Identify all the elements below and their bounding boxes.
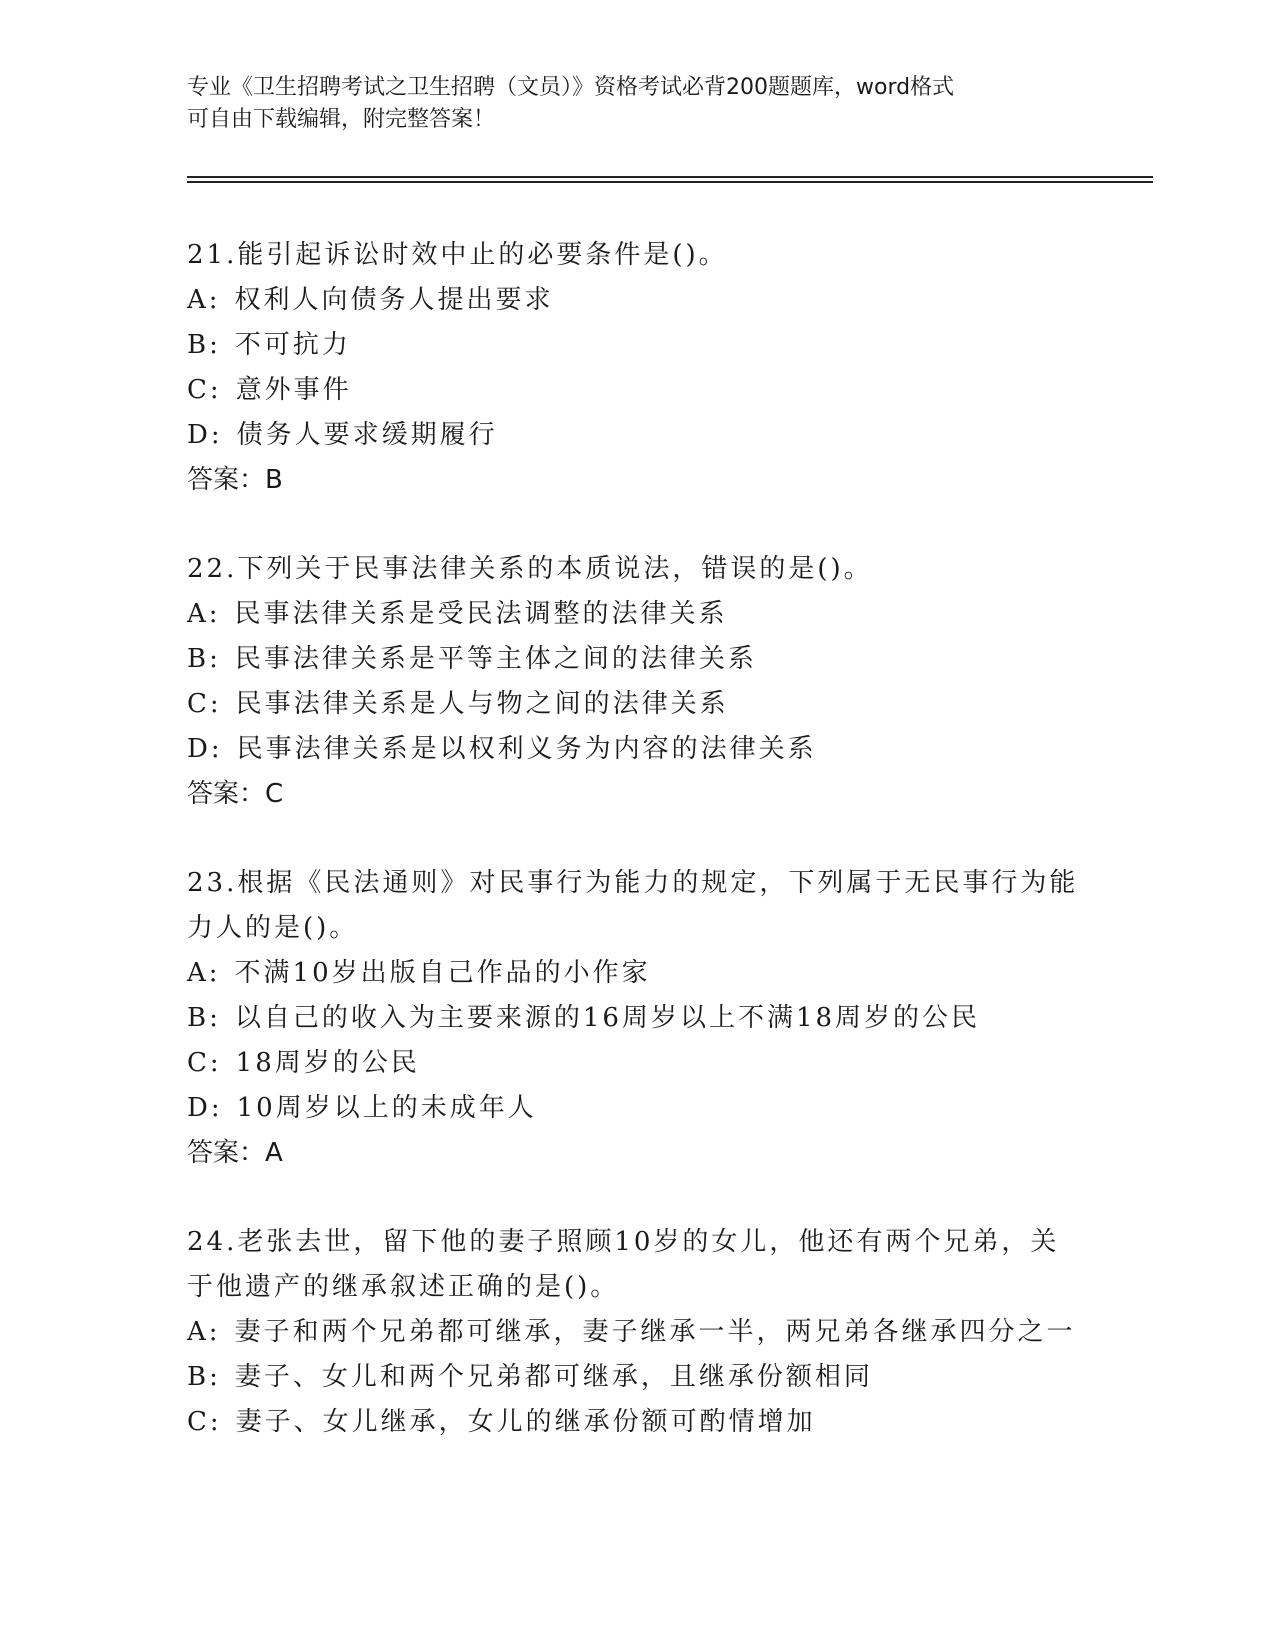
option-a <box>187 592 1087 637</box>
option-text: 民事法律关系是受民法调整的法律关系 <box>234 599 728 629</box>
question-21 <box>187 233 1087 503</box>
option-letter: A: <box>187 599 221 629</box>
answer-label: 答案：A <box>187 1138 283 1168</box>
option-text: 民事法律关系是人与物之间的法律关系 <box>235 689 729 719</box>
question-stem-line-1: 23.根据《民法通则》对民事行为能力的规定，下列属于无民事行为能 <box>187 868 1079 898</box>
option-text: 民事法律关系是以权利义务为内容的法律关系 <box>236 734 817 764</box>
header-divider-bottom <box>187 181 1153 183</box>
option-letter: B: <box>187 1003 221 1033</box>
option-text: 权利人向债务人提出要求 <box>234 285 554 315</box>
question-stem: 21.能引起诉讼时效中止的必要条件是()。 <box>187 240 728 270</box>
question-stem-line-1: 24.老张去世，留下他的妻子照顾10岁的女儿，他还有两个兄弟，关 <box>187 1227 1060 1257</box>
option-text: 妻子、女儿继承，女儿的继承份额可酌情增加 <box>235 1407 816 1437</box>
answer-label: 答案：C <box>187 779 284 809</box>
option-letter: B: <box>187 330 221 360</box>
option-text: 债务人要求缓期履行 <box>236 420 498 450</box>
question-24 <box>187 1220 1087 1445</box>
option-d <box>187 727 1087 772</box>
option-b <box>187 637 1087 682</box>
option-a <box>187 1310 1087 1355</box>
header-divider-top <box>187 176 1153 178</box>
option-text: 18周岁的公民 <box>235 1048 420 1078</box>
option-b <box>187 323 1087 368</box>
option-d <box>187 1086 1087 1131</box>
question-23 <box>187 861 1087 1176</box>
option-letter: C: <box>187 689 222 719</box>
question-stem-line-2: 力人的是()。 <box>187 913 359 943</box>
option-letter: A: <box>187 958 221 988</box>
header-title-line-1: 专业《卫生招聘考试之卫生招聘（文员）》资格考试必背200题题库，word格式 <box>187 75 955 100</box>
question-22 <box>187 547 1087 817</box>
option-text: 以自己的收入为主要来源的16周岁以上不满18周岁的公民 <box>234 1003 981 1033</box>
option-text: 民事法律关系是平等主体之间的法律关系 <box>234 644 757 674</box>
question-stem-line-2: 于他遗产的继承叙述正确的是()。 <box>187 1272 620 1302</box>
option-letter: C: <box>187 1407 222 1437</box>
option-c <box>187 1400 1087 1445</box>
option-b <box>187 996 1087 1041</box>
option-letter: C: <box>187 375 222 405</box>
option-letter: D: <box>187 734 223 764</box>
header-title-line-2: 可自由下载编辑，附完整答案！ <box>187 107 496 132</box>
option-text: 意外事件 <box>235 375 352 405</box>
option-c <box>187 368 1087 413</box>
option-c <box>187 1041 1087 1086</box>
option-text: 不可抗力 <box>234 330 351 360</box>
option-text: 10周岁以上的未成年人 <box>236 1093 537 1123</box>
option-letter: A: <box>187 1317 221 1347</box>
option-text: 不满10岁出版自己作品的小作家 <box>234 958 651 988</box>
option-a <box>187 951 1087 996</box>
option-letter: D: <box>187 1093 223 1123</box>
option-b <box>187 1355 1087 1400</box>
option-letter: B: <box>187 644 221 674</box>
option-letter: D: <box>187 420 223 450</box>
option-a <box>187 278 1087 323</box>
option-c <box>187 682 1087 727</box>
option-text: 妻子、女儿和两个兄弟都可继承，且继承份额相同 <box>234 1362 873 1392</box>
question-list <box>187 233 1087 1489</box>
document-header <box>187 72 1067 136</box>
option-letter: A: <box>187 285 221 315</box>
question-stem: 22.下列关于民事法律关系的本质说法，错误的是()。 <box>187 554 873 584</box>
option-letter: C: <box>187 1048 222 1078</box>
option-d <box>187 413 1087 458</box>
option-text: 妻子和两个兄弟都可继承，妻子继承一半，两兄弟各继承四分之一 <box>234 1317 1076 1347</box>
answer-label: 答案：B <box>187 465 283 495</box>
option-letter: B: <box>187 1362 221 1392</box>
